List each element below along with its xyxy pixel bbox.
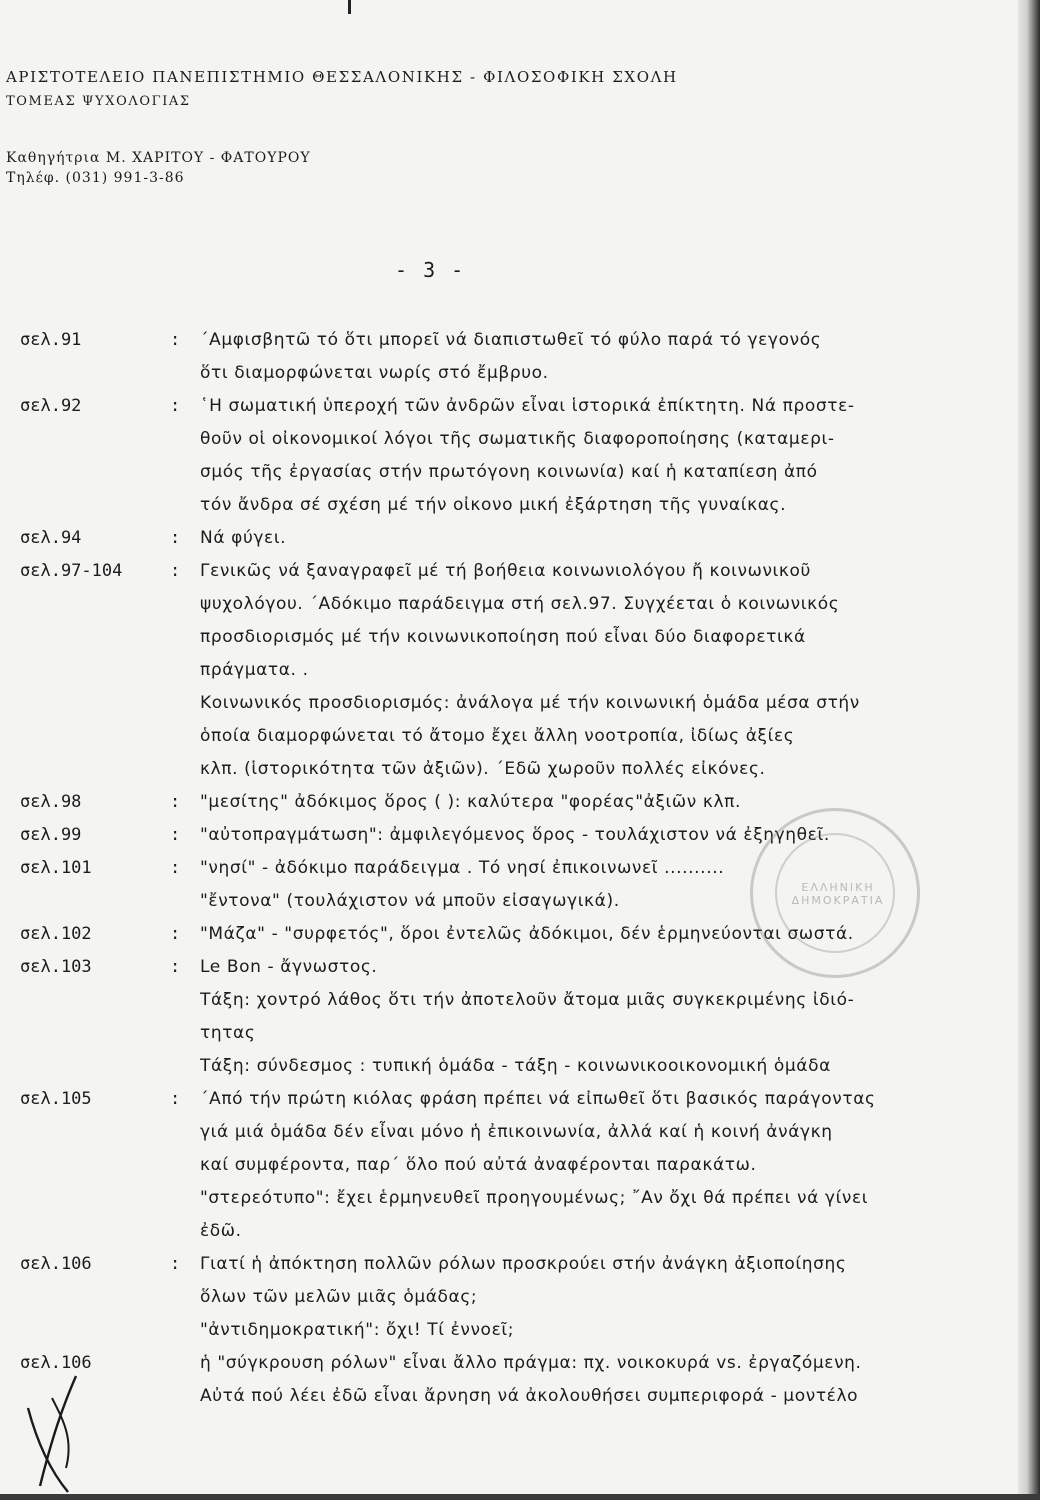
note-entry [20, 555, 980, 786]
note-line: Γιατί ἡ ἀπόκτηση πολλῶν ρόλων προσκρούει στήν ἀνάγκη ἀξιοποίησης [200, 1254, 847, 1274]
note-line: Τάξη: χοντρό λάθος ὅτι τήν ἀποτελοῦν ἄτομα μιᾶς συγκεκριμένης ἰδιό- [200, 990, 855, 1010]
page-ref: σελ.92 [20, 396, 82, 416]
page-ref: σελ.106 [20, 1353, 92, 1373]
note-line: ῾Η σωματική ὑπεροχή τῶν ἀνδρῶν εἶναι ἱστορικά ἐπίκτητη. Νά προστε- [200, 396, 855, 416]
top-edge-tick [348, 0, 351, 14]
note-line: γιά μιά ὁμάδα δέν εἶναι μόνο ἡ ἐπικοινωνία, ἀλλά καί ἡ κοινή ἀνάγκη [200, 1122, 833, 1142]
separator: : [170, 858, 181, 878]
note-line: τητας [200, 1023, 256, 1043]
page-ref: σελ.98 [20, 792, 82, 812]
note-line: Γενικῶς νά ξαναγραφεῖ μέ τή βοήθεια κοινωνιολόγου ἤ κοινωνικοῦ [200, 561, 811, 581]
separator: : [170, 528, 181, 548]
separator: : [170, 825, 181, 845]
separator: : [170, 957, 181, 977]
note-line: Le Bon - ἄγνωστος. [200, 957, 378, 977]
professor-name: Καθηγήτρια Μ. ΧΑΡΙΤΟΥ - ΦΑΤΟΥΡΟΥ [6, 150, 311, 166]
separator: : [170, 924, 181, 944]
page-ref: σελ.106 [20, 1254, 92, 1274]
note-line: "Μάζα" - "συρφετός", ὅροι ἐντελῶς ἀδόκιμοι, δέν ἑρμηνεύονται σωστά. [200, 924, 854, 944]
note-line: "στερεότυπο": ἔχει ἑρμηνευθεῖ προηγουμένως; ῎Αν ὄχι θά πρέπει νά γίνει [200, 1188, 869, 1208]
note-line: ἡ "σύγκρουση ρόλων" εἶναι ἄλλο πράγμα: πχ. νοικοκυρά vs. ἐργαζόμενη. [200, 1353, 862, 1373]
separator: : [170, 561, 181, 581]
separator [170, 1347, 200, 1413]
page-ref: σελ.91 [20, 330, 82, 350]
note-line: προσδιορισμός μέ τήν κοινωνικοποίηση πού εἶναι δύο διαφορετικά [200, 627, 806, 647]
page-right-edge [1018, 0, 1040, 1500]
note-line: "αὐτοπραγμάτωση": ἀμφιλεγόμενος ὅρος - τουλάχιστον νά ἐξηγηθεῖ. [200, 825, 830, 845]
note-line: Τάξη: σύνδεσμος : τυπική ὁμάδα - τάξη - κοινωνικοοικονομική ὁμάδα [200, 1056, 831, 1076]
phone-number: Τηλέφ. (031) 991-3-86 [6, 170, 185, 186]
note-line: ὁποία διαμορφώνεται τό ἄτομο ἔχει ἄλλη νοοτροπία, ἰδίως ἀξίες [200, 726, 795, 746]
page-ref: σελ.99 [20, 825, 82, 845]
separator: : [170, 396, 181, 416]
page-ref: σελ.102 [20, 924, 92, 944]
note-line: Αὐτά πού λέει ἐδῶ εἶναι ἄρνηση νά ἀκολουθήσει συμπεριφορά - μοντέλο [200, 1386, 859, 1406]
note-line: "ἔντονα" (τουλάχιστον νά μποῦν εἰσαγωγικά). [200, 891, 620, 911]
note-line: ΄Από τήν πρώτη κιόλας φράση πρέπει νά εἰπωθεῖ ὅτι βασικός παράγοντας [200, 1089, 876, 1109]
note-line: "μεσίτης" ἀδόκιμος ὅρος ( ): καλύτερα "φορέας"ἀξιῶν κλπ. [200, 792, 741, 812]
contact-block [6, 148, 311, 188]
note-line: Νά φύγει. [200, 528, 287, 548]
letterhead [6, 68, 678, 109]
note-line: θοῦν οἱ οἰκονομικοί λόγοι τῆς σωματικῆς διαφοροποίησης (καταμερι- [200, 429, 835, 449]
official-seal-stamp [750, 808, 920, 978]
note-entry [20, 1347, 980, 1413]
note-line: σμός τῆς ἐργασίας στήν πρωτόγονη κοινωνία) καί ἡ καταπίεση ἀπό [200, 462, 818, 482]
page-ref: σελ.105 [20, 1089, 92, 1109]
note-line: "νησί" - ἀδόκιμο παράδειγμα . Τό νησί ἐπικοινωνεῖ .......... [200, 858, 725, 878]
page-ref: σελ.97-104 [20, 561, 123, 581]
note-entry [20, 390, 980, 522]
separator [170, 1314, 200, 1347]
note-line: ΄Αμφισβητῶ τό ὅτι μπορεῖ νά διαπιστωθεῖ τό φύλο παρά τό γεγονός [200, 330, 822, 350]
separator: : [170, 1089, 181, 1109]
note-line: καί συμφέροντα, παρ΄ ὅλο πού αὐτά ἀναφέρονται παρακάτω. [200, 1155, 757, 1175]
page-ref: σελ.94 [20, 528, 82, 548]
note-line: ὅλων τῶν μελῶν μιᾶς ὁμάδας; [200, 1287, 478, 1307]
page-ref: σελ.103 [20, 957, 92, 977]
note-line: ἐδῶ. [200, 1221, 242, 1241]
page-bottom-edge [0, 1494, 1040, 1500]
note-line: κλπ. (ἱστορικότητα τῶν ἀξιῶν). ΄Εδῶ χωροῦν πολλές εἰκόνες. [200, 759, 766, 779]
page-ref [20, 1314, 170, 1347]
page-number: - 3 - [395, 258, 466, 282]
separator: : [170, 792, 181, 812]
page-ref: σελ.101 [20, 858, 92, 878]
note-entry [20, 324, 980, 390]
note-entry [20, 1248, 980, 1314]
stamp-text: ΕΛΛΗΝΙΚΗ ΔΗΜΟΚΡΑΤΙΑ [791, 881, 885, 907]
handwritten-mark-icon [22, 1368, 86, 1496]
note-line: ὅτι διαμορφώνεται νωρίς στό ἔμβρυο. [200, 363, 549, 383]
separator: : [170, 1254, 181, 1274]
separator: : [170, 330, 181, 350]
department-name: ΤΟΜΕΑΣ ΨΥΧΟΛΟΓΙΑΣ [6, 94, 191, 109]
note-line: Κοινωνικός προσδιορισμός: ἀνάλογα μέ τήν κοινωνική ὁμάδα μέσα στήν [200, 693, 860, 713]
note-entry [20, 1083, 980, 1248]
note-entry [20, 522, 980, 555]
note-line: τόν ἄνδρα σέ σχέση μέ τήν οἰκονο μική ἐξάρτηση τῆς γυναίκας. [200, 495, 787, 515]
note-line: ψυχολόγου. ΄Αδόκιμο παράδειγμα στή σελ.97. Συγχέεται ὁ κοινωνικός [200, 594, 840, 614]
note-entry [20, 1314, 980, 1347]
institution-name: ΑΡΙΣΤΟΤΕΛΕΙΟ ΠΑΝΕΠΙΣΤΗΜΙΟ ΘΕΣΣΑΛΟΝΙΚΗΣ - ΦΙΛΟΣΟΦΙΚΗ ΣΧΟΛΗ [6, 68, 678, 86]
note-line: "ἀντιδημοκρατική": ὄχι! Τί ἐννοεῖ; [200, 1320, 515, 1340]
note-line: πράγματα. . [200, 660, 309, 680]
